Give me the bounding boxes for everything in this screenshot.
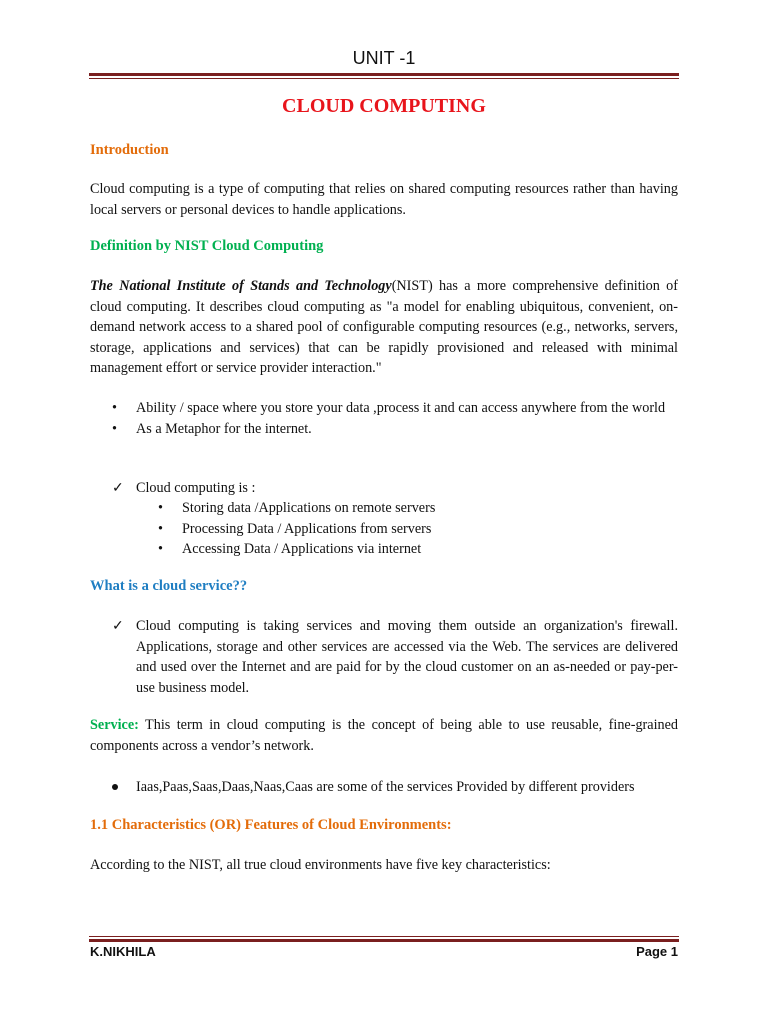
nist-bullet-list [112,398,678,439]
footer-page-number: Page 1 [636,944,678,959]
list-item: • Storing data /Applications on remote servers [158,498,658,519]
footer-rule [89,936,679,942]
nist-definition-text: (NIST) has a more comprehensive definition of cloud computing. It describes cloud computing as "a model for enabling ubiquitous, convenient, on-demand network access to a shared pool of configurable computing resources (e.g., networks, servers, storage, applications and services) that can be rapidly provisioned and released with minimal management effort or service provider interaction." [90,278,678,376]
bullet-icon: • [158,520,163,537]
characteristics-paragraph [90,855,678,876]
footer-author: K.NIKHILA [90,944,156,959]
cloud-computing-check-item: ✓ Cloud computing is : [112,478,678,499]
checkmark-icon: ✓ [112,618,124,634]
unit-header: UNIT -1 [352,48,416,68]
bullet-icon: • [112,400,117,416]
service-term-text: This term in cloud computing is the concept of being able to use reusable, fine-grained components across a vendor’s network. [90,717,678,754]
characteristics-text: According to the NIST, all true cloud environments have five key characteristics: [90,857,551,873]
characteristics-heading: 1.1 Characteristics (OR) Features of Cloud Environments: [90,817,452,833]
list-item: Iaas,Paas,Saas,Daas,Naas,Caas are some of the services Provided by different providers [112,777,678,798]
nist-paragraph [90,276,678,379]
service-term-paragraph [90,715,678,756]
service-term-label: Service: [90,717,139,733]
list-item: • Ability / space where you store your data ,process it and can access anywhere from the world [112,398,678,419]
cloud-service-heading: What is a cloud service?? [90,578,248,594]
cloud-service-check-item: ✓ Cloud computing is taking services and moving them outside an organization's firewall. Applications, storage and other services are accessed via the Web. The services are delivered and used over the Internet and are paid for by the cloud customer on an as-needed or pay-per-use business model. [112,616,678,698]
bullet-icon: • [112,420,117,437]
list-item: • Accessing Data / Applications via internet [158,539,658,560]
checkmark-icon: ✓ [112,480,124,496]
bullet-icon [112,777,136,798]
bullet-icon: • [158,541,163,557]
bullet-icon: • [158,500,163,516]
list-item: • As a Metaphor for the internet. [112,419,678,440]
intro-paragraph [90,179,678,220]
nist-heading: Definition by NIST Cloud Computing [90,238,324,254]
header-rule [89,73,679,79]
providers-list [112,777,678,798]
cloud-computing-sub-list [158,498,658,560]
list-item: • Processing Data / Applications from servers [158,519,658,540]
page-title: CLOUD COMPUTING [282,95,486,117]
intro-heading: Introduction [90,142,169,158]
nist-org-name: The National Institute of Stands and Technology [90,278,392,294]
intro-text: Cloud computing is a type of computing that relies on shared computing resources rather than having local servers or personal devices to handle applications. [90,181,678,218]
